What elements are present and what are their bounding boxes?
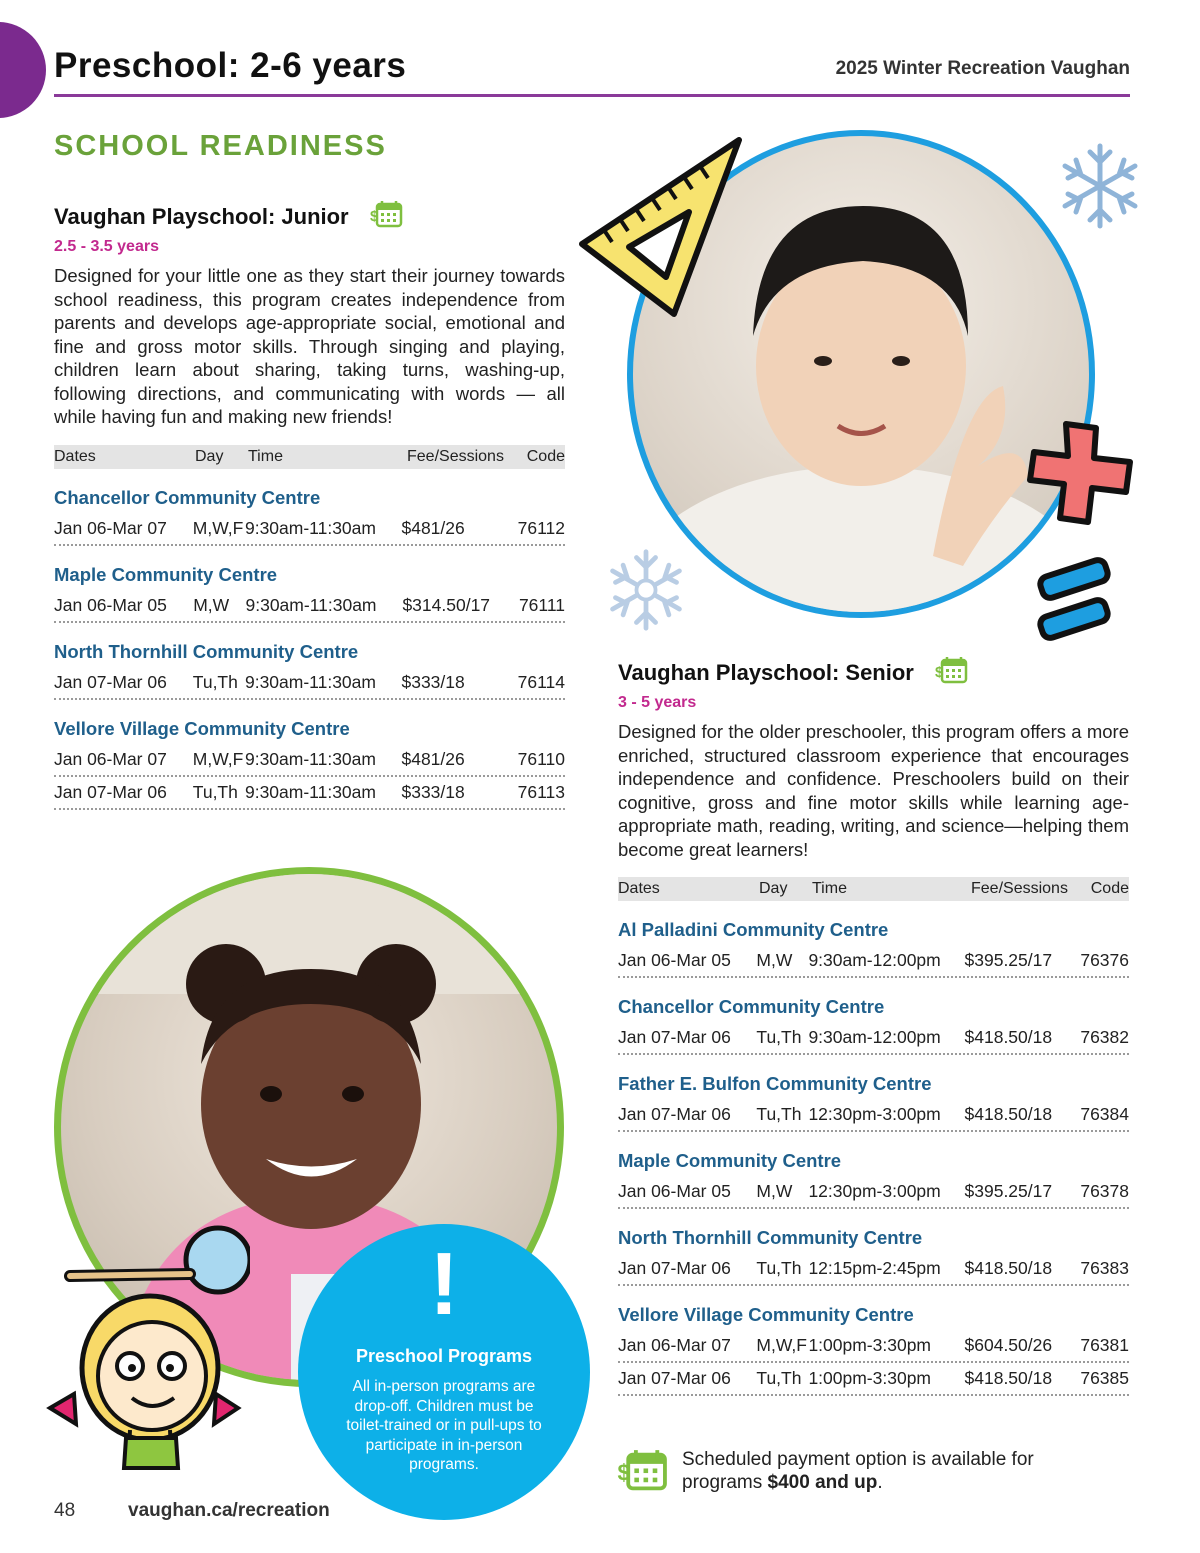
info-text: All in-person programs are drop-off. Children must be toilet-trained or in pull-ups to participate in in-person programs. [346,1378,542,1473]
page-title: Preschool: 2-6 years [54,46,407,85]
row-fee: $418.50/18 [964,1027,1053,1047]
venue-name: Maple Community Centre [54,563,278,585]
row-fee: $333/18 [401,671,465,692]
row-dates: Jan 06-Mar 07 [618,1335,731,1355]
venue-name: Al Palladini Community Centre [618,919,889,940]
row-dates: Jan 07-Mar 06 [618,1258,731,1278]
table-row [618,1363,1129,1396]
row-dates: Jan 06-Mar 05 [618,1181,731,1201]
row-fee: $395.25/17 [964,950,1053,970]
row-day: Tu,Th [756,1027,802,1047]
header-time: Time [248,447,283,465]
row-time: 9:30am-11:30am [245,594,377,615]
junior-description: Designed for your little one as they start their journey towards school readiness, this program creates independence from parents and develops age-appropriate social, emotional and fine and gross motor skills. Through singing and playing, children learn about sharing, taking turns, washing-up, following directions, and communicating with words — all while having fun and making new friends! [54,265,565,427]
row-day: M,W,F [756,1335,807,1355]
row-code: 76383 [1080,1258,1130,1278]
row-time: 9:30am-12:00pm [808,1027,941,1047]
row-day: M,W,F [192,517,244,538]
senior-age: 3 - 5 years [618,694,697,711]
row-fee: $314.50/17 [402,594,491,615]
row-fee: $333/18 [401,781,465,802]
row-time: 12:15pm-2:45pm [808,1258,941,1278]
row-fee: $604.50/26 [964,1335,1053,1355]
junior-schedule [54,487,565,810]
payment-text-start: Scheduled payment option is available for programs [682,1449,1034,1493]
row-fee: $418.50/18 [964,1368,1053,1388]
payment-calendar-icon [369,200,403,234]
table-row [54,513,565,546]
senior-program [618,656,1129,1396]
row-fee: $481/26 [401,517,465,538]
header-code: Code [526,447,565,465]
row-day: M,W [193,594,230,615]
venue-name: North Thornhill Community Centre [54,640,359,662]
header-day: Day [759,880,788,897]
row-dates: Jan 06-Mar 05 [54,594,167,615]
row-dates: Jan 07-Mar 06 [618,1104,731,1124]
header-code: Code [1090,880,1129,897]
row-day: M,W,F [192,748,244,769]
row-code: 76113 [517,781,566,802]
magnifier-girl-icon [40,1218,250,1480]
row-fee: $481/26 [401,748,465,769]
row-code: 76114 [517,671,566,692]
row-code: 76385 [1080,1368,1130,1388]
junior-title: Vaughan Playschool: Junior [54,204,349,229]
senior-description: Designed for the older preschooler, this program offers a more enriched, structured classroom experience that encourages independence and confidence. Preschoolers build on their cognitive, gross and fine motor skills while learning age-appropriate math, reading, writing, and science—helping them become great learners! [618,721,1129,860]
row-day: Tu,Th [756,1104,802,1124]
header-divider [54,94,1130,97]
table-row [618,1253,1129,1286]
payment-note [616,1448,1072,1497]
page-number: 48 [54,1500,76,1521]
svg-text:$: $ [369,208,378,225]
row-time: 9:30am-11:30am [244,748,376,769]
venue-name: Vellore Village Community Centre [54,717,350,739]
row-day: Tu,Th [192,671,238,692]
table-row [54,777,565,810]
venue-name: Vellore Village Community Centre [618,1304,914,1325]
table-row [618,1176,1129,1209]
row-fee: $395.25/17 [964,1181,1053,1201]
row-code: 76112 [517,517,566,538]
row-fee: $418.50/18 [964,1104,1053,1124]
table-row [618,945,1129,978]
venue-name: Maple Community Centre [618,1150,842,1171]
senior-schedule [618,919,1129,1396]
row-code: 76382 [1080,1027,1130,1047]
table-row [618,1330,1129,1363]
row-time: 1:00pm-3:30pm [808,1368,932,1388]
footer-url[interactable]: vaughan.ca/recreation [128,1500,330,1521]
junior-age: 2.5 - 3.5 years [54,238,159,255]
row-day: M,W [756,1181,793,1201]
table-row [54,667,565,700]
payment-text [682,1448,1072,1494]
section-title: SCHOOL READINESS [54,130,387,162]
publication-title: 2025 Winter Recreation Vaughan [835,58,1130,79]
payment-threshold: $400 and up [767,1472,878,1493]
row-code: 76381 [1080,1335,1130,1355]
svg-text:$: $ [617,1459,631,1486]
row-code: 76384 [1080,1104,1130,1124]
senior-title-row [618,656,1129,690]
equals-icon [1032,556,1116,646]
exclamation-icon: ! [429,1234,459,1333]
row-dates: Jan 07-Mar 06 [618,1368,731,1388]
plus-icon [1024,418,1138,528]
row-time: 12:30pm-3:00pm [808,1104,941,1124]
row-dates: Jan 07-Mar 06 [54,671,167,692]
header-day: Day [195,447,224,465]
row-day: M,W [756,950,793,970]
venue-name: North Thornhill Community Centre [618,1227,923,1248]
row-fee: $418.50/18 [964,1258,1053,1278]
table-row [54,744,565,777]
payment-text-end: . [877,1472,883,1493]
header-fee: Fee/Sessions [407,447,504,465]
row-time: 12:30pm-3:00pm [808,1181,941,1201]
junior-program [54,200,565,810]
table-row [618,1022,1129,1055]
row-dates: Jan 07-Mar 06 [54,781,167,802]
senior-title: Vaughan Playschool: Senior [618,660,914,685]
snowflake-icon [604,548,688,632]
row-dates: Jan 06-Mar 07 [54,517,167,538]
venue-name: Father E. Bulfon Community Centre [618,1073,932,1094]
row-time: 9:30am-12:00pm [808,950,941,970]
junior-table-header [54,445,565,469]
row-day: Tu,Th [192,781,238,802]
table-row [54,590,565,623]
snowflake-icon [1056,142,1144,230]
row-day: Tu,Th [756,1368,802,1388]
preschool-info-callout [298,1224,590,1520]
section-tab-marker [0,22,46,118]
svg-text:$: $ [934,664,944,681]
row-dates: Jan 06-Mar 07 [54,748,167,769]
venue-name: Chancellor Community Centre [54,486,321,508]
header-dates: Dates [618,880,660,897]
row-code: 76376 [1080,950,1130,970]
row-time: 9:30am-11:30am [244,517,376,538]
header-fee: Fee/Sessions [971,880,1068,897]
table-row [618,1099,1129,1132]
ruler-triangle-icon [574,132,744,322]
venue-name: Chancellor Community Centre [618,996,885,1017]
payment-calendar-icon [934,656,968,690]
senior-table-header [618,877,1129,901]
row-day: Tu,Th [756,1258,802,1278]
row-code: 76378 [1080,1181,1130,1201]
payment-calendar-icon [616,1448,668,1497]
row-time: 1:00pm-3:30pm [808,1335,932,1355]
row-code: 76110 [517,748,566,769]
header-time: Time [812,880,847,897]
header-dates: Dates [54,447,96,465]
info-title: Preschool Programs [355,1346,533,1366]
row-code: 76111 [518,594,566,615]
row-time: 9:30am-11:30am [244,671,376,692]
row-time: 9:30am-11:30am [244,781,376,802]
row-dates: Jan 06-Mar 05 [618,950,731,970]
row-dates: Jan 07-Mar 06 [618,1027,731,1047]
junior-title-row [54,200,565,234]
